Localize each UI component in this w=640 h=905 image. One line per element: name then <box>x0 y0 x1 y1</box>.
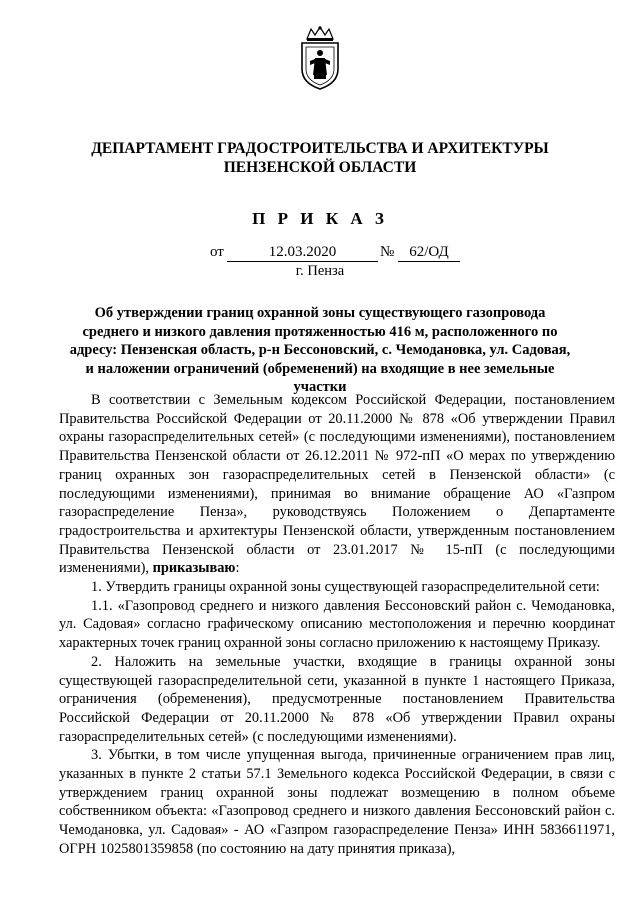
subject-line-3: адресу: Пензенская область, р-н Бессоновский, с. Чемодановка, ул. Садовая, <box>69 342 571 359</box>
item-1: 1. Утвердить границы охранной зоны существующей газораспределительной сети: <box>91 579 600 596</box>
subject-line-1: Об утверждении границ охранной зоны существующего газопровода <box>94 305 546 321</box>
order-subject <box>60 304 580 397</box>
department-name <box>60 139 580 177</box>
number-sign: № <box>380 244 395 260</box>
subject-line-2: среднего и низкого давления протяженностью 416 м, расположенного по <box>82 323 558 340</box>
item-3: 3. Убытки, в том числе упущенная выгода, причиненные ограничением прав лиц, указанных в пункте 2 статьи 57.1 Земельного кодекса Российской Федерации, в связи с утверждением границ охранной зоны подлежат возмещению в полном объеме собственником объекта: «Газопровод среднего и низкого давления Бессоновский район с. Чемодановка, ул. Садовая» - АО «Газпром газораспределение Пенза» ИНН 5836611971, ОГРН 1025801359858 (по состоянию на дату принятия приказа), <box>59 747 615 857</box>
item-2: 2. Наложить на земельные участки, входящие в границы охранной зоны существующей газораспределительной сети, указанной в пункте 1 настоящего Приказа, ограничения (обременения), предусмотренные постановлением Правительства Российской Федерации от 20.11.2000 № 878 «Об утверждении Правил охраны газораспределительных сетей» (с последующими изменениями). <box>59 653 615 745</box>
item-1-1: 1.1. «Газопровод среднего и низкого давления Бессоновский район с. Чемодановка, ул. Садовая» согласно графическому описанию местоположения и перечню координат характерных точек границ охранной зоны согласно приложению к настоящему Приказу. <box>59 597 615 652</box>
date-prefix: от <box>210 244 224 260</box>
intro-text: В соответствии с Земельным кодексом Российской Федерации, постановлением Правительства Российской Федерации от 20.11.2000 № 878 «Об утверждении Правил охраны газораспределительных сетей» (с последующими изменениями), постановлением Правительства Пензенской области от 26.12.2011 № 972-пП «О мерах по утверждению границ охранных зон газораспределительных сетей в Пензенской области» (с последующими изменениями), принимая во внимание обращение АО «Газпром газораспределение Пенза», руководствуясь Положением о Департаменте градостроительства и архитектуры Пензенской области, утвержденным постановлением Правительства Пензенской области от 23.01.2017 № 15-пП (с последующими изменениями), <box>59 392 615 577</box>
intro-end: : <box>235 560 240 577</box>
order-date: 12.03.2020 <box>227 244 378 262</box>
order-number: 62/ОД <box>398 244 460 262</box>
intro-paragraph <box>59 391 615 578</box>
order-body <box>59 391 615 859</box>
department-line-2: ПЕНЗЕНСКОЙ ОБЛАСТИ <box>223 159 417 176</box>
city: г. Пенза <box>295 263 345 279</box>
coat-of-arms-icon <box>297 25 343 91</box>
order-title: П Р И К А З <box>252 209 388 228</box>
intro-keyword: приказываю <box>152 560 236 577</box>
department-line-1: ДЕПАРТАМЕНТ ГРАДОСТРОИТЕЛЬСТВА И АРХИТЕКТУРЫ <box>91 140 549 157</box>
subject-line-4: и наложении ограничений (обременений) на входящие в нее земельные участки <box>85 360 555 396</box>
